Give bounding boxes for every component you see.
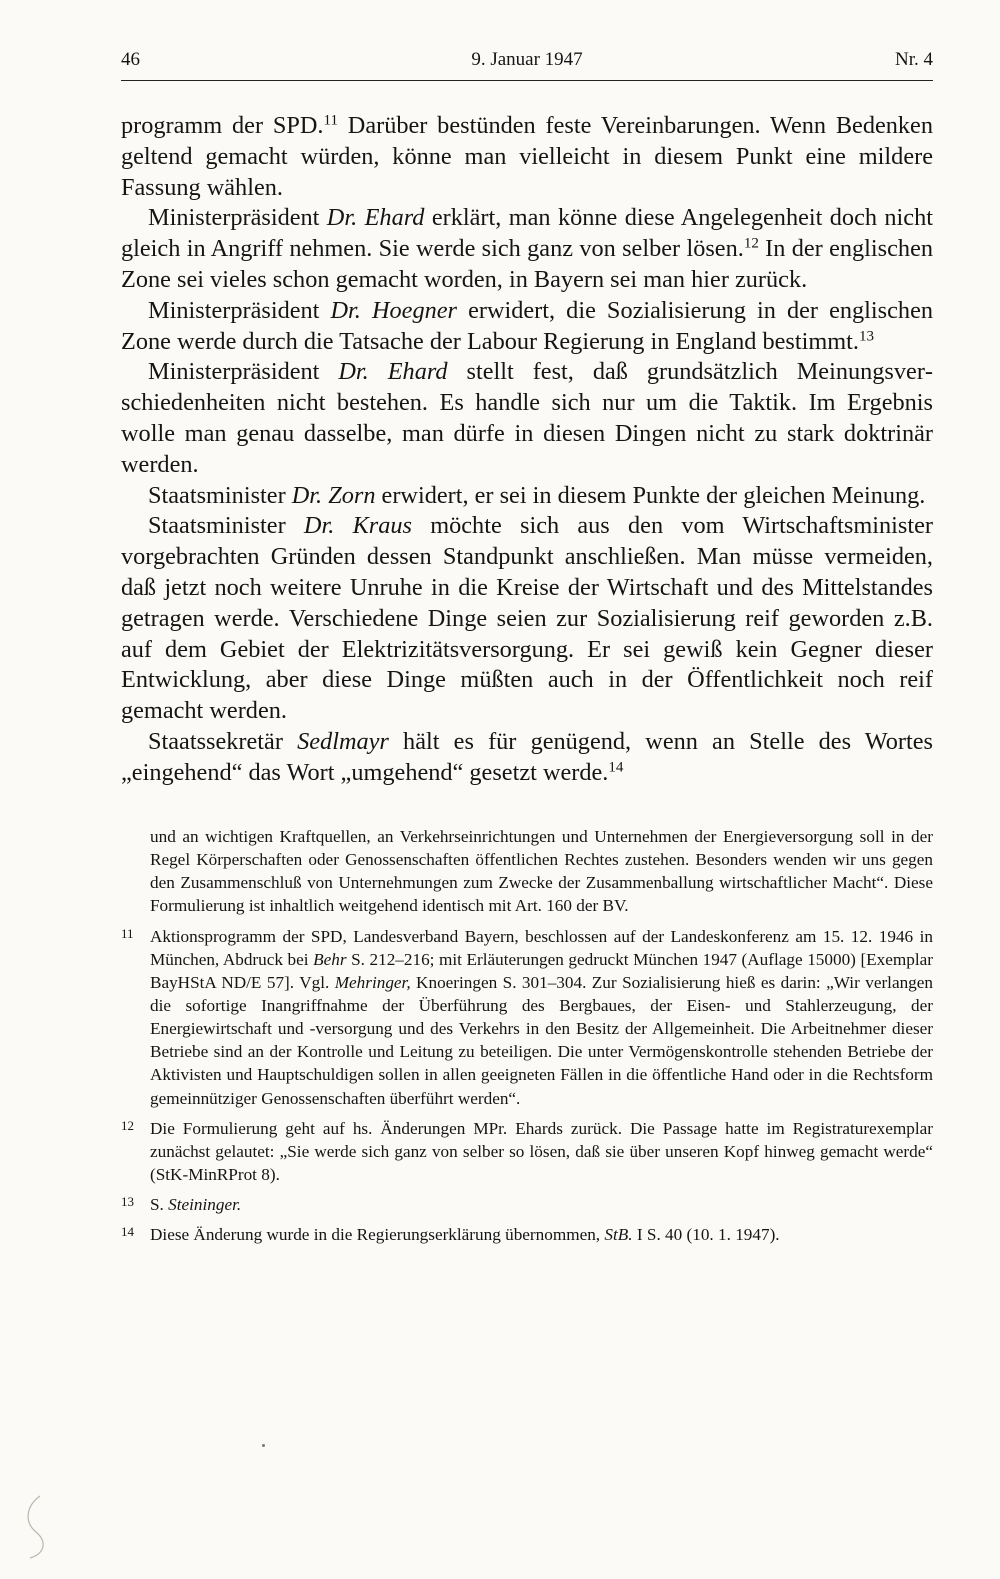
header-date: 9. Januar 1947 <box>471 49 583 70</box>
speaker-name: Sedlmayr <box>297 727 389 755</box>
header-rule <box>121 80 933 81</box>
running-header <box>121 46 933 74</box>
footnote-number: 14 <box>121 1224 134 1240</box>
document-number: Nr. 4 <box>895 49 933 70</box>
paragraph-zorn: Staatsminister Dr. Zorn erwidert, er sei in diesem Punkte der gleichen Meinung. <box>148 481 926 509</box>
speaker-name: Ehard <box>387 358 448 386</box>
footnote-10-continued: und an wichtigen Kraftquellen, an Verkehrseinrichtungen und Unternehmen der Energieversorgung soll in der Regel Körperschaften oder Genossenschaften öffentlichen Rechtes zustehen. Besonders wenden wir uns gegen den Zusammenschluß von Unternehmungen zum Zwecke der Zusammenballung wirtschaftlicher Macht“. Diese Formulierung ist inhaltlich weitgehend identisch mit Art. 160 der BV. <box>150 826 933 915</box>
paragraph-kraus: Staatsminister Dr. Kraus möchte sich aus den vom Wirtschaftsminister vorgebrachten Gründen dessen Standpunkt anschließen. Man müsse vermeiden, daß jetzt noch weitere Unruhe in die Kreise der Wirtschaft und des Mittelstandes getragen werde. Verschiedene Dinge seien zur Sozialisierung reif geworden z.B. auf dem Gebiet der Elektrizitätsversorgung. Er sei gewiß kein Gegner dieser Entwicklung, aber diese Dinge müßten auch in der Öffentlichkeit noch reif gemacht werden. <box>121 512 933 725</box>
main-text <box>121 111 933 789</box>
paragraph-ehard-2: Ministerpräsident Dr. Ehard stellt fest, daß grundsätzlich Meinungsverschiedenheiten nicht bestehen. Es handle sich nur um die Taktik. Im Ergebnis wolle man genau dasselbe, man dürfe in diesen Dingen nicht zu stark doktrinär werden. <box>121 358 934 478</box>
footnote-13: 13 S. Steininger. <box>121 1193 933 1216</box>
footnote-number: 13 <box>121 1193 134 1209</box>
speaker-name: Zorn <box>328 481 376 509</box>
book-page <box>121 46 933 1253</box>
footnote-ref-13: 13 <box>859 328 875 345</box>
footnote-11: 11 Aktionsprogramm der SPD, Landesverband Bayern, beschlossen auf der Landeskonferenz am 15. 12. 1946 in München, Abdruck bei Behr S. 212–216; mit Erläuterungen gedruckt München 1947 (Auflage 15000) [Exemplar BayHStA ND/E 57]. Vgl. Mehringer, Knoeringen S. 301–304. Zur Sozialisierung hieß es darin: „Wir verlangen die sofortige Inangriffnahme der Überführung des Bergbaues, der Eisen- und Stahlerzeugung, der Energiewirtschaft und -versorgung und des Verkehrs in den Besitz der Allgemeinheit. Die Arbeitnehmer dieser Betriebe sind an der Kontrolle und Leitung zu beteiligen. Die unter Vermögenskontrolle stehenden Betriebe der Aktivisten und Hauptschuldigen sollen in allen geeigneten Fällen in die öffentliche Hand oder in die Rechtsform gemeinnütziger Genossenschaften überführt werden“. <box>121 925 933 1110</box>
pencil-mark-icon <box>18 1492 58 1562</box>
speaker-name: Ehard <box>364 204 425 232</box>
footnote-14: 14 Diese Änderung wurde in die Regierungserklärung übernommen, StB. I S. 40 (10. 1. 1947). <box>121 1223 933 1246</box>
footnote-ref-14: 14 <box>608 759 624 776</box>
paragraph-spd-program: programm der SPD.$^{11}$ Darüber bestünden feste Vereinbarungen. Wenn Bedenken geltend gemacht würden, könne man vielleicht in diesem Punkt eine mildere Fassung wählen. <box>121 112 933 201</box>
footnote-ref-11: 11 <box>323 112 338 129</box>
speaker-name: Kraus <box>352 512 412 540</box>
ink-speck <box>262 1444 265 1447</box>
footnote-ref-12: 12 <box>743 235 759 252</box>
footnote-number: 11 <box>121 925 134 941</box>
footnotes <box>121 825 933 1247</box>
page-number: 46 <box>121 49 140 70</box>
footnote-number: 12 <box>121 1117 134 1133</box>
speaker-name: Hoegner <box>371 296 457 324</box>
paragraph-ehard-1: Ministerpräsident Dr. Ehard erklärt, man könne diese Angelegenheit doch nicht gleich in Angriff nehmen. Sie werde sich ganz von selber lösen.$^{12}$ In der englischen Zone sei vieles schon gemacht worden, in Bayern sei man hier zurück. <box>121 204 933 293</box>
paragraph-sedlmayr: Staatssekretär Sedlmayr hält es für genügend, wenn an Stelle des Wortes „eingehend“ das Wort „umgehend“ gesetzt werde.$^{14}$ <box>121 727 933 786</box>
paragraph-hoegner: Ministerpräsident Dr. Hoegner erwidert, die Sozialisierung in der englischen Zone werde durch die Tatsache der Labour Regierung in England bestimmt.$^{13}$ <box>121 296 934 355</box>
footnote-12: 12 Die Formulierung geht auf hs. Änderungen MPr. Ehards zurück. Die Passage hatte im Registraturexemplar zunächst gelautet: „Sie werde sich ganz von selber so lösen, daß sie über unseren Kopf hinweg gemacht werde“ (StK-MinRProt 8). <box>121 1117 933 1186</box>
